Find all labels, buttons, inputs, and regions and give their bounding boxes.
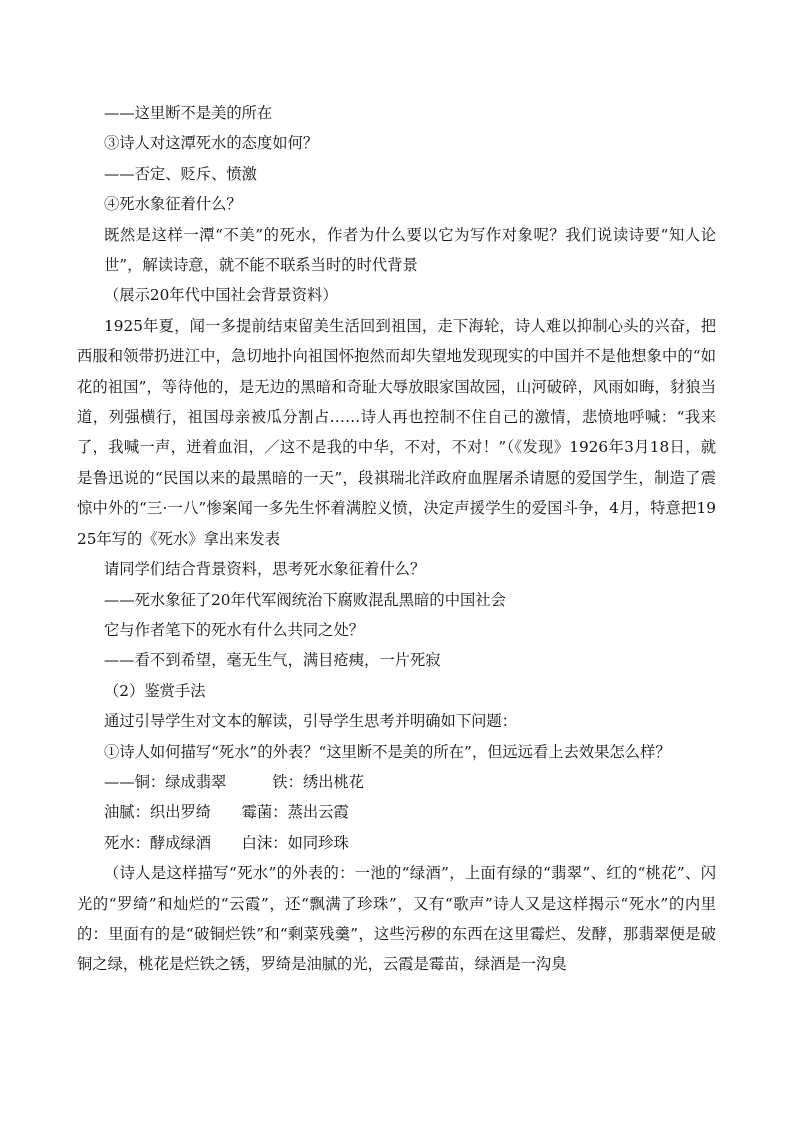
paragraph: （展示20年代中国社会背景资料） <box>104 286 338 305</box>
paragraph: 油腻：织出罗绮 霉菌：蒸出云霞 <box>104 803 349 822</box>
paragraph: 它与作者笔下的死水有什么共同之处？ <box>104 620 365 639</box>
paragraph: ——这里断不是美的所在 <box>104 104 273 122</box>
paragraph: ——否定、贬斥、愤激 <box>104 164 257 183</box>
paragraph: （2）鉴赏手法 <box>104 681 206 700</box>
document-body <box>77 98 716 980</box>
paragraph: 死水：酵成绿酒 白沫：如同珍珠 <box>104 833 349 852</box>
paragraph: ——死水象征了20年代军阀统治下腐败混乱黑暗的中国社会 <box>104 590 506 609</box>
paragraph: 既然是这样一潭“不美”的死水，作者为什么要以它为写作对象呢？我们说读诗要“知人论世”，解读诗意，就不能不联系当时的时代背景 <box>104 225 716 275</box>
paragraph: ③诗人对这潭死水的态度如何？ <box>104 134 319 153</box>
paragraph: ④死水象征着什么？ <box>104 195 242 214</box>
paragraph: （诗人是这样描写“死水”的外表的：一池的“绿酒”，上面有绿的“翡翠”、红的“桃花”、闪光的“罗绮”和灿烂的“云霞”，还“飘满了珍珠”，又有“歌声”诗人又是这样揭示“死水”的内里的：里面有的是“破铜烂铁”和“剩菜残羹”，这些污秽的东西在这里霉烂、发酵，那翡翠便是破铜之绿，桃花是烂铁之锈，罗绮是油腻的光，云霞是霉苗，绿酒是一沟臭 <box>77 864 716 974</box>
paragraph: 请同学们结合背景资料，思考死水象征着什么？ <box>104 560 426 579</box>
paragraph: ——看不到希望，毫无生气，满目疮痍，一片死寂 <box>104 651 441 670</box>
paragraph: 1925年夏，闻一多提前结束留美生活回到祖国，走下海轮，诗人难以抑制心头的兴奋，把西服和领带扔进江中，急切地扑向祖国怀抱然而却失望地发现现实的中国并不是他想象中的“如花的祖国”，等待他的，是无边的黑暗和奇耻大辱放眼家国故园，山河破碎，风雨如晦，豺狼当道，列强横行，祖国母亲被瓜分割占……诗人再也控制不住自己的激情，悲愤地呼喊：“我来了，我喊一声，迸着血泪，／这不是我的中华，不对，不对！”（《发现》1926年3月18日，就是鲁迅说的“民国以来的最黑暗的一天”，段祺瑞北洋政府血腥屠杀请愿的爱国学生，制造了震惊中外的“三·一八”惨案闻一多先生怀着满腔义愤，决定声援学生的爱国斗争，4月，特意把1925年写的《死水》拿出来发表 <box>77 316 716 548</box>
paragraph: ——铜：绿成翡翠 铁：绣出桃花 <box>104 772 365 791</box>
paragraph: ①诗人如何描写“死水”的外表？“这里断不是美的所在”，但远远看上去效果怎么样？ <box>104 742 671 761</box>
paragraph: 通过引导学生对文本的解读，引导学生思考并明确如下问题： <box>104 712 518 731</box>
